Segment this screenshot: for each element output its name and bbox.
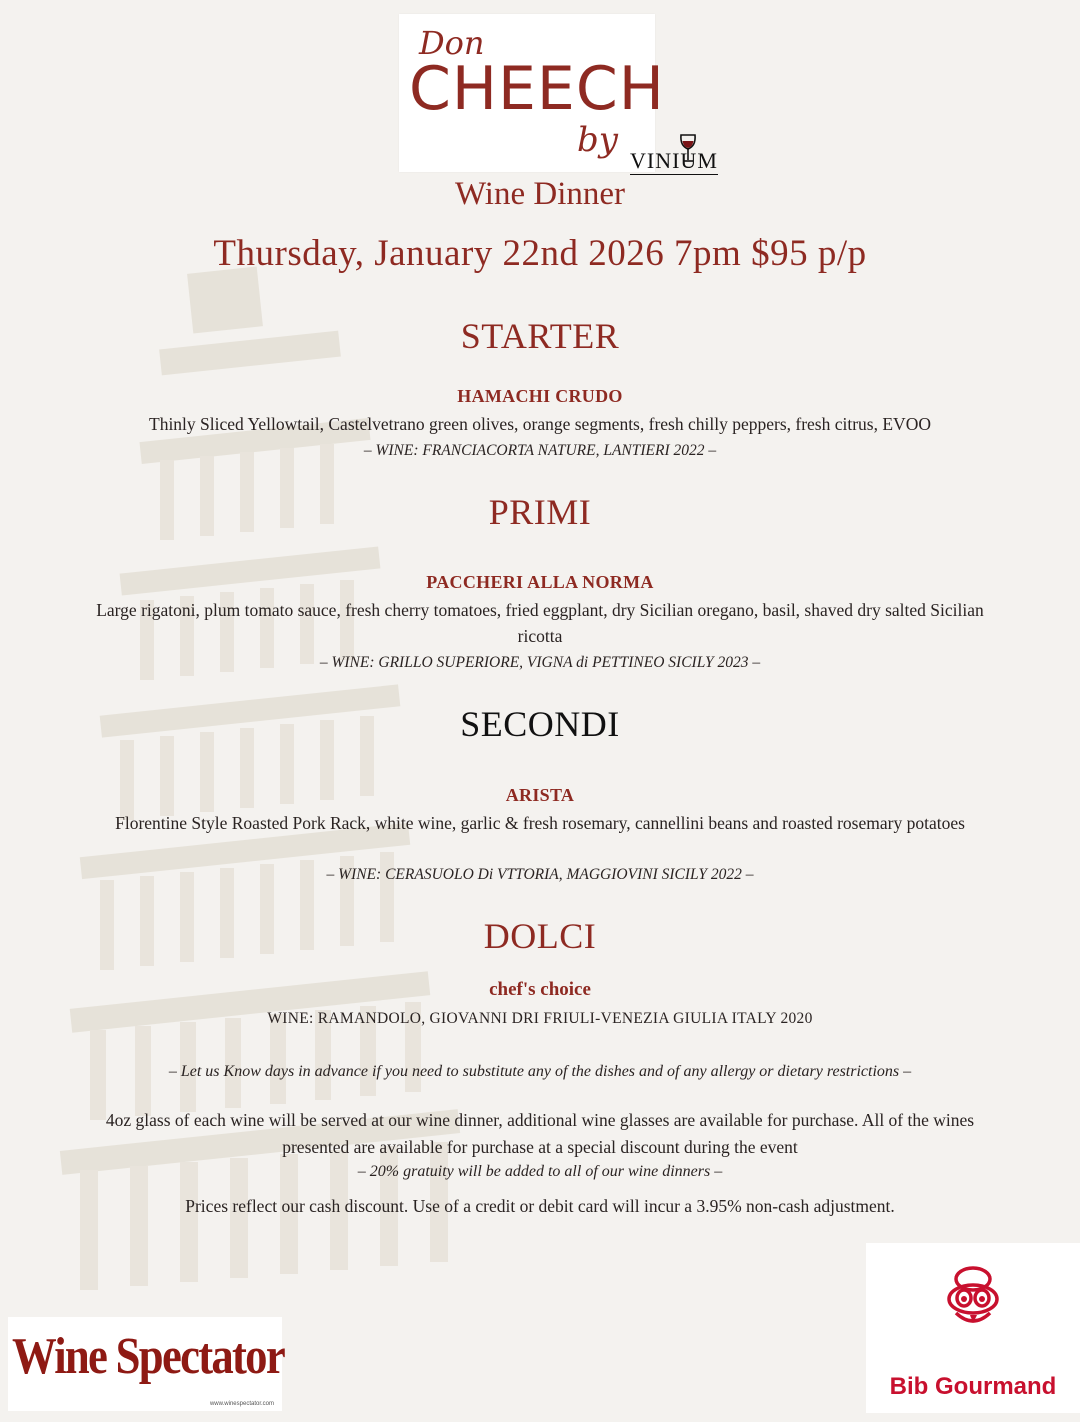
section-title-secondi: SECONDI (460, 704, 620, 744)
wine-spectator-logo: Wine Spectator (12, 1328, 284, 1385)
wine-glass-note: 4oz glass of each wine will be served at our wine dinner, additional wine glasses are available for purchase. All of the wines presented are available for purchase at a special discount during the event (105, 1110, 975, 1157)
dish-description: Large rigatoni, plum tomato sauce, fresh cherry tomatoes, fried eggplant, dry Sicilian oregano, basil, shaved dry salted Sicilian ricotta (96, 600, 984, 646)
gratuity-note: – 20% gratuity will be added to all of our wine dinners – (357, 1163, 723, 1180)
section-title-primi: PRIMI (488, 492, 592, 532)
wine-pairing: – WINE: GRILLO SUPERIORE, VIGNA di PETTINEO SICILY 2023 – (319, 654, 761, 671)
don-cheech-logo (399, 14, 665, 172)
dish-title: chef's choice (489, 979, 591, 1000)
page-title: Wine Dinner (454, 176, 626, 212)
dish-description: Thinly Sliced Yellowtail, Castelvetrano green olives, orange segments, fresh chilly peppers, fresh citrus, EVOO (149, 414, 931, 434)
advance-notice: – Let us Know days in advance if you need to substitute any of the dishes and of any allergy or dietary restrictions – (168, 1063, 912, 1080)
wine-pairing: – WINE: CERASUOLO Di VTTORIA, MAGGIOVINI SICILY 2022 – (326, 866, 754, 883)
dish-description: Florentine Style Roasted Pork Rack, white wine, garlic & fresh rosemary, cannellini beans and roasted rosemary potatoes (115, 813, 965, 833)
wine-pairing: – WINE: FRANCIACORTA NATURE, LANTIERI 2022 – (363, 442, 717, 459)
logo-by-text: by (577, 120, 618, 160)
vinium-logo: VINIUM (630, 148, 718, 173)
dish-title: PACCHERI ALLA NORMA (426, 572, 654, 592)
wine-pairing: WINE: RAMANDOLO, GIOVANNI DRI FRIULI-VENEZIA GIULIA ITALY 2020 (267, 1010, 813, 1027)
dish-title: HAMACHI CRUDO (457, 386, 623, 406)
logo-cheech-text: CHEECH (409, 54, 665, 124)
cash-discount-note: Prices reflect our cash discount. Use of a credit or debit card will incur a 3.95% non-cash adjustment. (185, 1196, 895, 1216)
logo-don-text: Don (419, 24, 485, 62)
michelin-bibendum-icon (944, 1265, 1002, 1331)
bib-gourmand-label: Bib Gourmand (889, 1373, 1057, 1400)
event-date-price: Thursday, January 22nd 2026 7pm $95 p/p (213, 233, 867, 274)
dish-title: ARISTA (505, 785, 575, 805)
wine-spectator-url: www.winespectator.com (209, 1401, 274, 1407)
bib-gourmand-badge (866, 1243, 1080, 1413)
wine-spectator-badge (8, 1317, 282, 1411)
section-title-dolci: DOLCI (483, 916, 597, 956)
section-title-starter: STARTER (460, 316, 620, 356)
